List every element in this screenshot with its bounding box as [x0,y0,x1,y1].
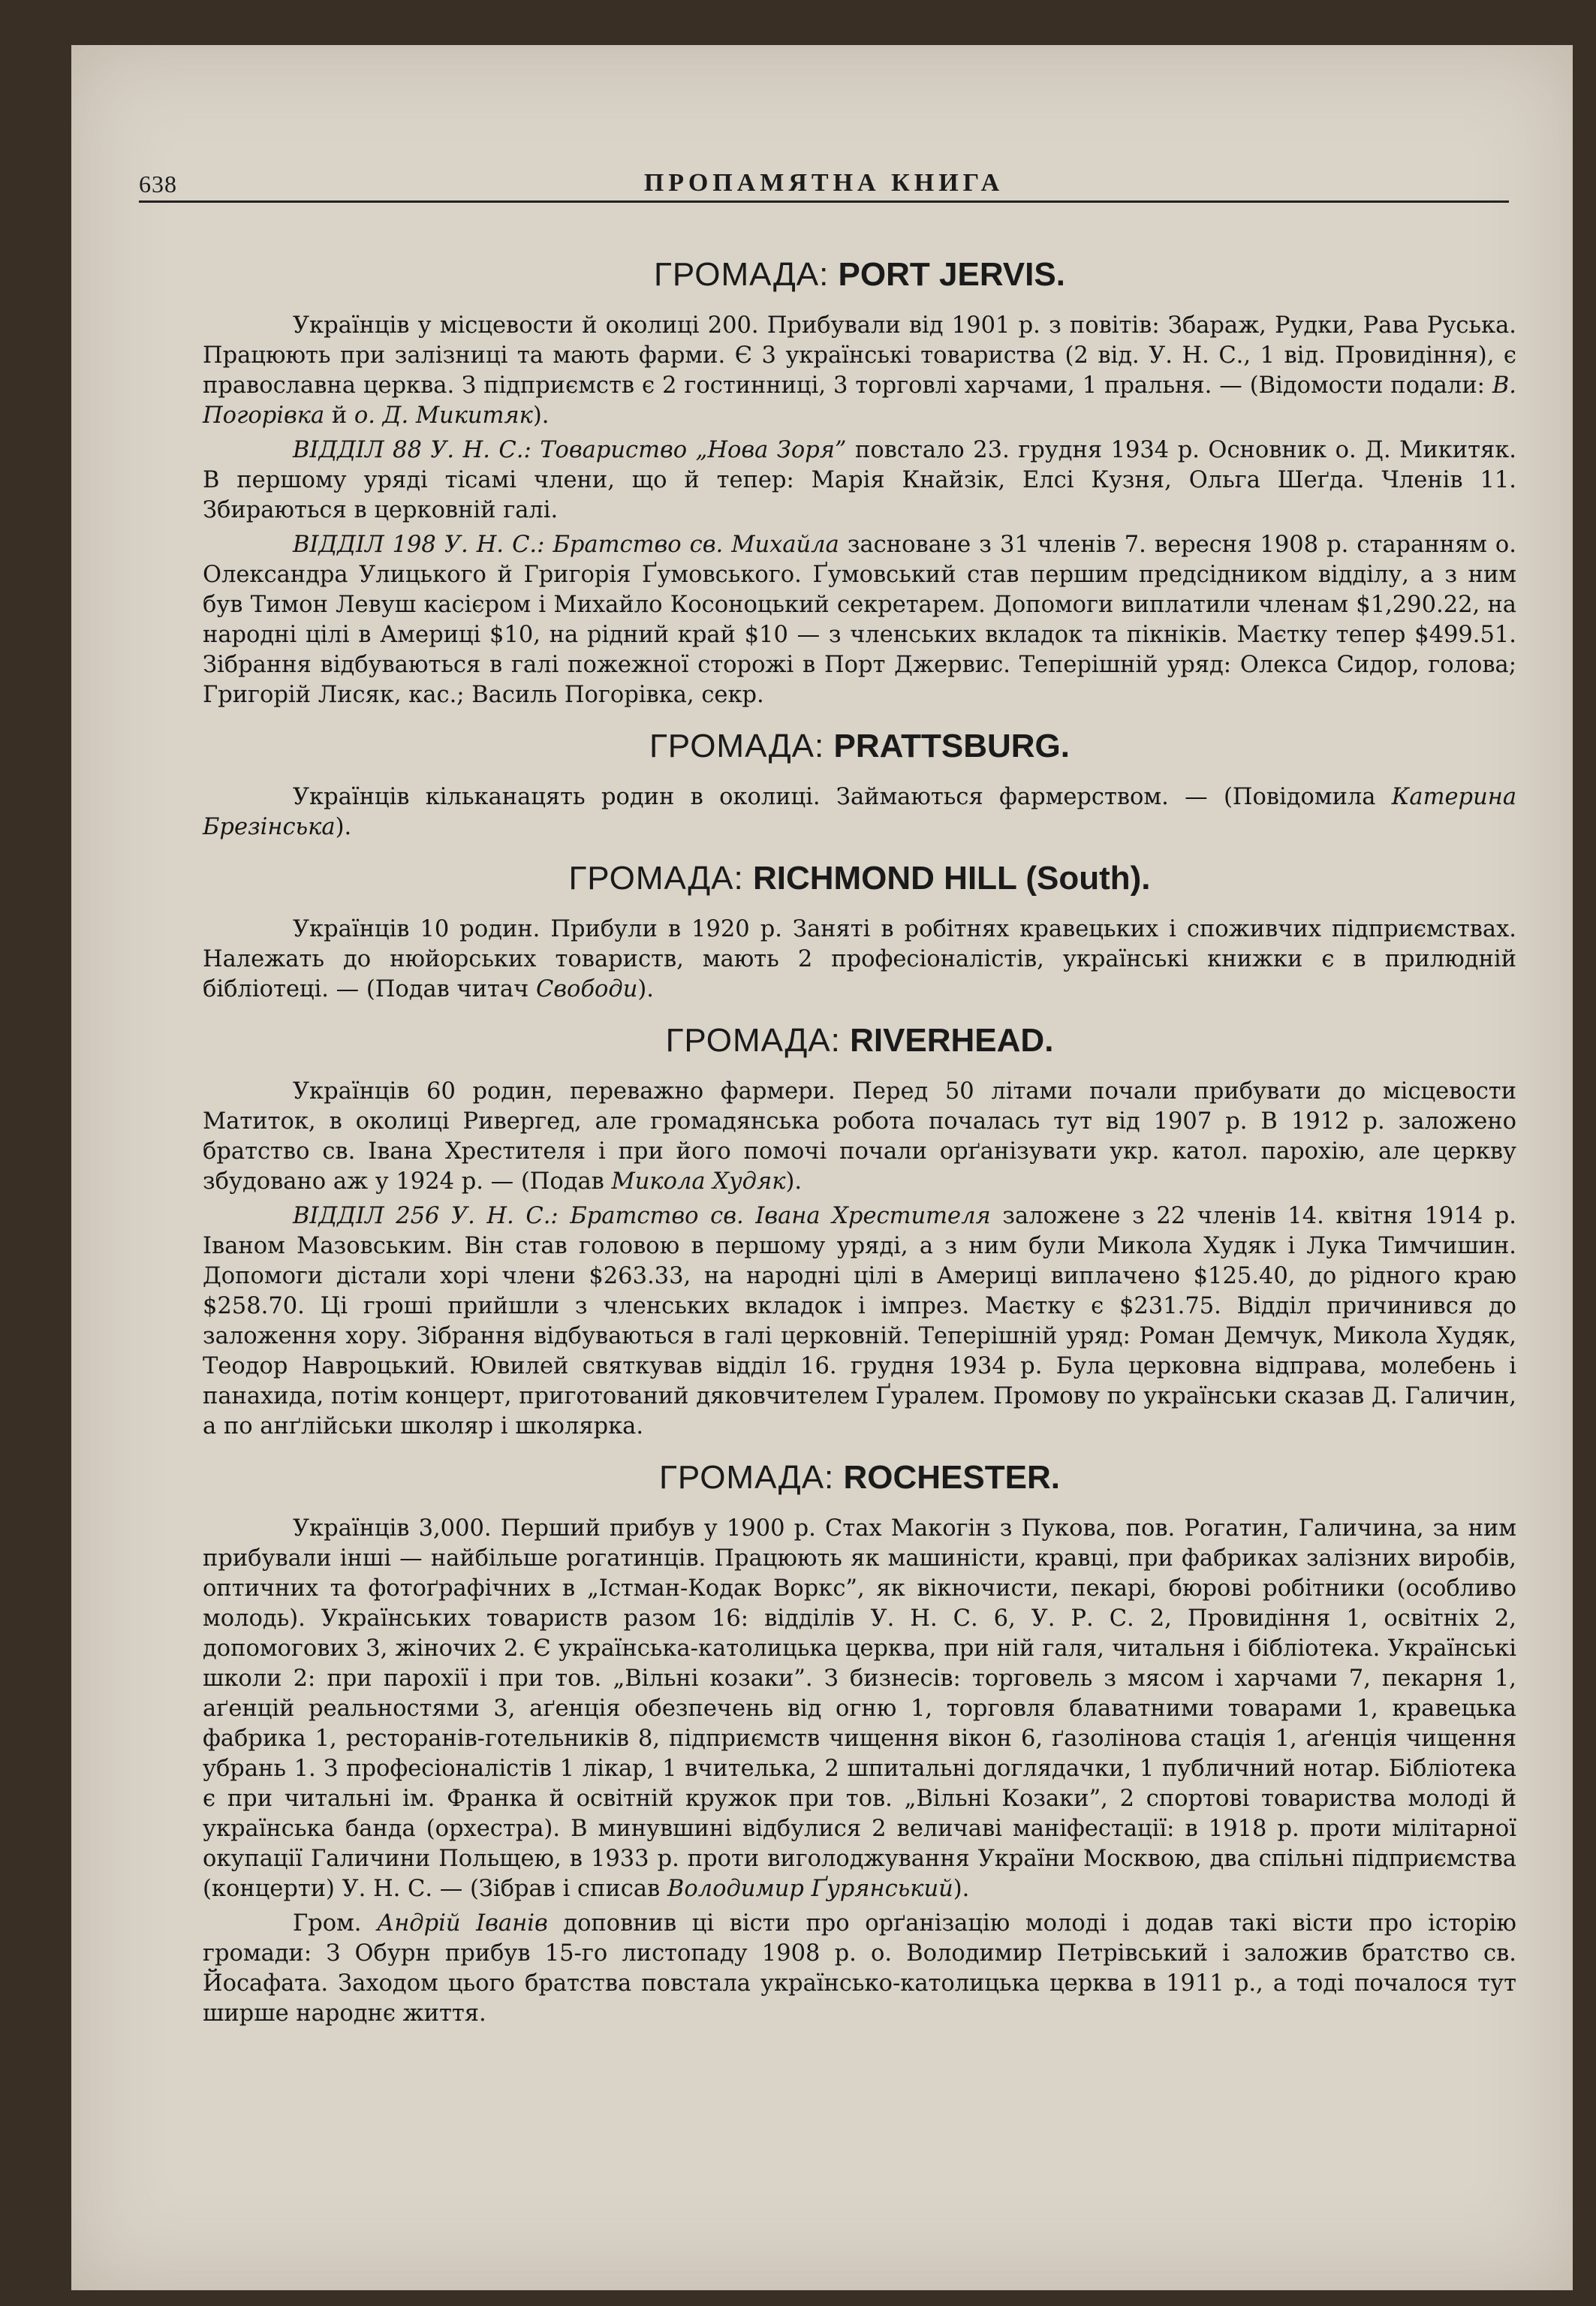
section-place-name: ROCHESTER. [843,1459,1060,1496]
section-paragraph [203,311,1516,431]
italic-text-run: о. Д. Микитяк [354,402,533,429]
section-heading [203,1455,1516,1500]
text-run: Українців 3,000. Перший прибув у 1900 р. Стах Макогін з Пукова, пов. Рогатин, Галичина, за ним прибували інші — найбільше рогатинців. Працюють як машиністи, кравці, при фабриках залізних виробів, оптичних та фотоґрафічних в „Істман-Кодак Воркс”, як вікночисти, пекарі, бюрові робітники (особливо молодь). Українських товариств разом 16: відділів У. Н. С. 6, У. Р. С. 2, Провидіння 1, освітніх 2, допомогових 3, жіночих 2. Є українська-католицька церква, при ній галя, читальня і бібліотека. Українські школи 2: при парохії і при тов. „Вільні козаки”. З бизнесів: торговель з мясом і харчами 7, пекарня 1, аґенцій реальностями 3, аґенція обезпечень від огню 1, торговля блаватними товарами 1, кравецька фабрика 1, ресторанів-готельників 8, підприємств чищення вікон 6, ґазолінова стація 1, аґенція чищення убрань 1. З професіоналістів 1 лікар, 1 вчителька, 2 шпитальні доглядачки, 1 публичний нотар. Бібліотека є при читальні ім. Франка й освітній кружок при тов. „Вільні Козаки”, 2 спортові товариства молоді й українська банда (орхестра). В минувшині відбулися 2 величаві маніфестації: в 1918 р. проти мілітарної окупації Галичини Польщею, в 1933 р. проти виголоджування України Москвою, два спільні підприємства (концерти) У. Н. С. — (Зібрав і списав [203,1515,1516,1902]
text-run: й [324,402,354,429]
section-paragraph [203,436,1516,526]
section-paragraph [203,1514,1516,1904]
italic-text-run: Микола Худяк [611,1168,786,1195]
section-paragraph [203,782,1516,843]
section-heading [203,1018,1516,1063]
italic-text-run: ВІДДІЛ 198 У. Н. С.: Братство св. Михайла [293,532,839,558]
text-run: засноване з 31 членів 7. вересня 1908 р. старанням о. Олександра Улицького й Григорія Ґумовського. Ґумовський став першим предсідником відділу, а з ним був Тимон Левуш касієром і Михайло Косоноцький секретарем. Допомоги виплатили членам $1,290.22, на народні цілі в Америці $10, на рідний край $10 — з членських вкладок та пікніків. Маєтку тепер $499.51. Зібрання відбуваються в галі пожежної сторожі в Порт Джервис. Теперішній уряд: Олекса Сидор, голова; Григорій Лисяк, кас.; Василь Погорівка, секр. [203,532,1516,708]
italic-text-run: Володимир Ґурянський [667,1876,953,1902]
italic-text-run: Катерина Брезінська [203,784,1516,840]
text-run: Українців у місцевости й околиці 200. Прибували від 1901 р. з повітів: Збараж, Рудки, Рава Руська. Працюють при залізниці та мають фарми. Є 3 українські товариства (2 від. У. Н. С., 1 від. Провидіння), є православна церква. З підприємств є 2 гостинниці, 3 торговлі харчами, 1 пральня. — (Відомости подали: [203,312,1516,399]
section-paragraph [203,1077,1516,1197]
page-header [139,161,1509,203]
section-label: ГРОМАДА: [654,256,830,293]
section-label: ГРОМАДА: [665,1022,841,1059]
text-run: Українців кільканацять родин в околиці. Займаються фармерством. — (Повідомила [293,784,1392,810]
italic-text-run: Андрій Іванів [377,1910,548,1937]
section-heading [203,252,1516,297]
section-paragraph [203,530,1516,710]
section-paragraph [203,1201,1516,1442]
section-place-name: PORT JERVIS. [838,256,1065,293]
text-run: ). [532,402,550,429]
text-run: Українців 60 родин, переважно фармери. Перед 50 літами почали прибувати до місцевости Матиток, в околиці Ривергед, але громадянська робота почалась тут від 1907 р. В 1912 р. заложено братство св. Івана Хрестителя і при його помочі почали орґанізувати укр. катол. парохію, але церкву збудовано аж у 1924 р. — (Подав [203,1078,1516,1195]
italic-text-run: ВІДДІЛ 88 У. Н. С.: Товариство „Нова Зоря” [293,437,847,463]
section-heading [203,856,1516,901]
text-run: заложене з 22 членів 14. квітня 1914 р. Іваном Мазовським. Він став головою в першому уряді, а з ним були Микола Худяк і Лука Тимчишин. Допомоги дістали хорі члени $263.33, на народні цілі в Америці виплачено $125.40, до рідного краю $258.70. Ці гроші прийшли з членських вкладок і імпрез. Маєтку є $231.75. Відділ причинився до заложення хору. Зібрання відбуваються в галі церковній. Теперішній уряд: Роман Демчук, Микола Худяк, Теодор Навроцький. Ювилей святкував відділ 16. грудня 1934 р. Була церковна відправа, молебень і панахида, потім концерт, приготований дяковчителем Ґуралем. Промову по українськи сказав Д. Галичин, а по анґлійськи школяр і школярка. [203,1203,1516,1439]
text-run: ). [335,814,352,840]
section-place-name: RIVERHEAD. [850,1022,1054,1059]
section-heading [203,724,1516,769]
italic-text-run: ВІДДІЛ 256 У. Н. С.: Братство св. Івана Хрестителя [293,1203,991,1229]
text-run: повстало 23. грудня 1934 р. Основник о. Д. Микитяк. В першому уряді тісамі члени, що й тепер: Марія Кнайзік, Елсі Кузня, Ольга Шеґда. Членів 11. Збираються в церковній галі. [203,437,1516,523]
text-run: Гром. [293,1910,378,1937]
running-title: ПРОПАМЯТНА КНИГА [643,169,1004,197]
section-paragraph [203,915,1516,1005]
text-run: доповнив ці вісти про орґанізацію молоді і додав такі вісти про історію громади: З Обурн прибув 15-го листопаду 1908 р. о. Володимир Петрівський і заложив братство св. Йосафата. Заходом цього братства повстала українсько-католицька церква в 1911 р., а тоді почалося тут ширше народнє життя. [203,1910,1516,2027]
section-paragraph [203,1909,1516,2029]
section-label: ГРОМАДА: [649,728,825,764]
page-content [203,239,1516,2033]
text-run: Українців 10 родин. Прибули в 1920 р. Заняті в робітнях кравецьких і споживчих підприємствах. Належать до нюйорських товариств, мають 2 професіоналістів, українські книжки є в прилюдній бібліотеці. — (Подав читач [203,916,1516,1002]
text-run: ). [785,1168,803,1195]
section-place-name: PRATTSBURG. [833,728,1070,764]
text-run: ). [637,976,654,1002]
italic-text-run: Свободи [535,976,638,1002]
section-label: ГРОМАДА: [568,860,744,897]
italic-text-run: В. Погорівка [203,372,1516,429]
text-run: ). [953,1876,970,1902]
book-page [71,45,1573,2290]
section-label: ГРОМАДА: [659,1459,835,1496]
section-place-name: RICHMOND HILL (South). [752,860,1151,897]
page-number: 638 [139,170,177,197]
